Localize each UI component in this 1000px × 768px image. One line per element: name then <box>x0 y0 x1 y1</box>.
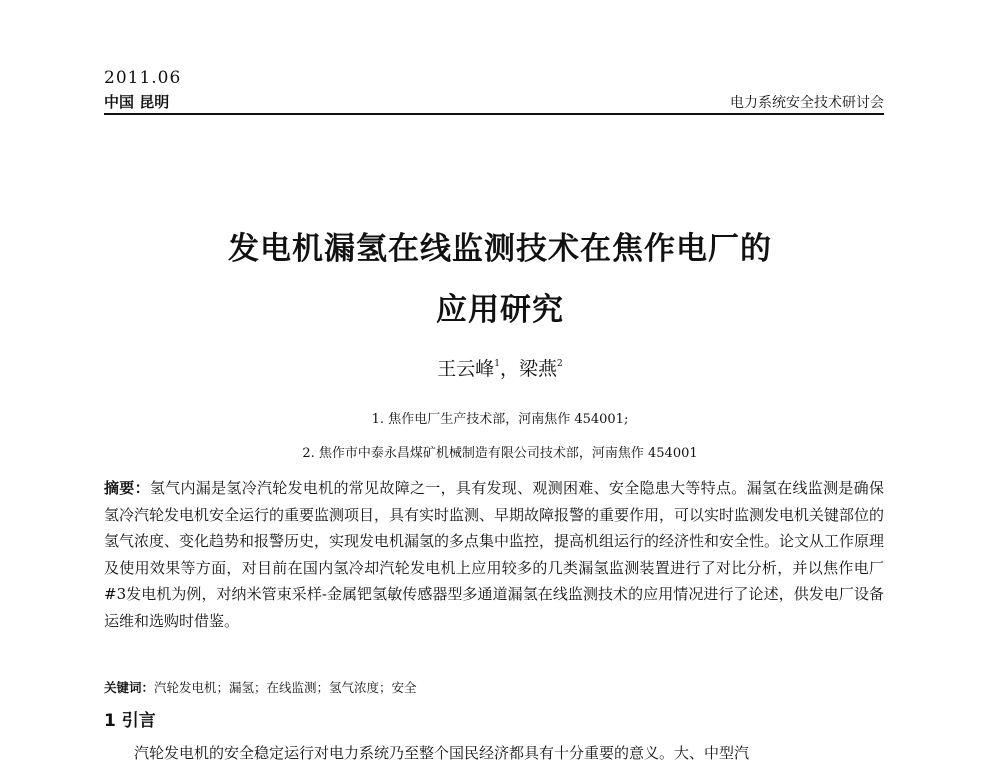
affiliation-1: 1. 焦作电厂生产技术部，河南焦作 454001; <box>371 412 629 427</box>
abstract-text: 氢气内漏是氢冷汽轮发电机的常见故障之一，具有发现、观测困难、安全隐患大等特点。漏氢在线监测是确保氢冷汽轮发电机安全运行的重要监测项目，具有实时监测、早期故障报警的重要作用，可以实时监测发电机关键部位的氢气浓度、变化趋势和报警历史，实现发电机漏氢的多点集中监控，提高机组运行的经济性和安全性。论文从工作原理及使用效果等方面，对目前在国内氢冷却汽轮发电机上应用较多的几类漏氢监测装置进行了对比分析，并以焦作电厂#3发电机为例，对纳米管束采样-金属钯氢敏传感器型多通道漏氢在线监测技术的应用情况进行了论述，供发电厂设备运维和选购时借鉴。 <box>104 479 885 630</box>
author-separator: ， <box>499 358 519 380</box>
section-heading-introduction: 1 引言 <box>104 711 156 731</box>
keywords-label: 关键词： <box>104 680 155 695</box>
header-location: 中国 昆明 <box>104 93 170 111</box>
keywords <box>104 678 884 696</box>
header-date: 2011.06 <box>104 68 182 88</box>
affiliation-2: 2. 焦作市中泰永昌煤矿机械制造有限公司技术部，河南焦作 454001 <box>302 446 698 461</box>
header-rule <box>104 113 884 115</box>
affiliation-mark: 2 <box>557 359 563 369</box>
running-header <box>104 91 884 113</box>
author-name: 梁燕 <box>519 358 558 380</box>
paper-title-line-1: 发电机漏氢在线监测技术在焦作电厂的 <box>228 231 772 267</box>
abstract <box>104 475 884 634</box>
author-list <box>0 354 1000 381</box>
abstract-label: 摘要： <box>104 479 150 497</box>
author-name: 王云峰 <box>437 358 495 380</box>
keywords-text: 汽轮发电机；漏氢；在线监测；氢气浓度；安全 <box>154 680 417 695</box>
affiliation-mark: 1 <box>494 359 500 369</box>
body-paragraph: 汽轮发电机的安全稳定运行对电力系统乃至整个国民经济都具有十分重要的意义。大、中型汽 <box>134 744 750 762</box>
paper-title-line-2: 应用研究 <box>436 292 564 328</box>
header-conference: 电力系统安全技术研讨会 <box>730 95 884 111</box>
